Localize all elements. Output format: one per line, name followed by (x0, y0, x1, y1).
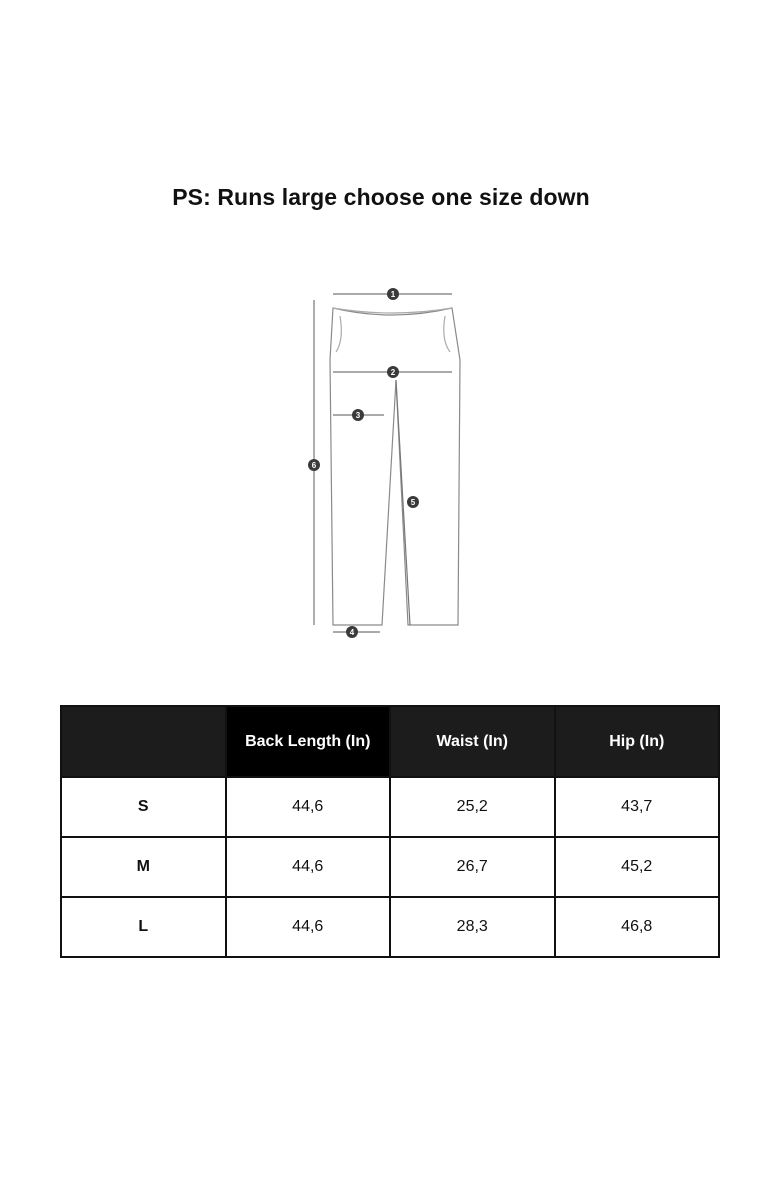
table-header-row (61, 706, 719, 777)
marker-label: 4 (349, 628, 355, 637)
size-chart-table (60, 705, 720, 958)
table-row (61, 837, 719, 897)
marker-label: 6 (311, 461, 317, 470)
hip-cell: 43,7 (555, 777, 720, 837)
size-cell: M (61, 837, 226, 897)
waist-cell: 25,2 (390, 777, 555, 837)
waist-cell: 28,3 (390, 897, 555, 957)
back-length-cell: 44,6 (226, 897, 391, 957)
header-back-length: Back Length (In) (226, 706, 391, 777)
size-cell: S (61, 777, 226, 837)
marker-label: 3 (355, 411, 361, 420)
header-size (61, 706, 226, 777)
marker-label: 2 (390, 368, 396, 377)
marker-label: 1 (390, 290, 396, 299)
size-cell: L (61, 897, 226, 957)
marker-label: 5 (410, 498, 416, 507)
table-row (61, 897, 719, 957)
header-waist: Waist (In) (390, 706, 555, 777)
table-row (61, 777, 719, 837)
hip-cell: 46,8 (555, 897, 720, 957)
page-title: PS: Runs large choose one size down (172, 184, 590, 210)
pants-measurement-diagram (300, 280, 470, 640)
hip-cell: 45,2 (555, 837, 720, 897)
waist-cell: 26,7 (390, 837, 555, 897)
back-length-cell: 44,6 (226, 777, 391, 837)
back-length-cell: 44,6 (226, 837, 391, 897)
header-hip: Hip (In) (555, 706, 720, 777)
